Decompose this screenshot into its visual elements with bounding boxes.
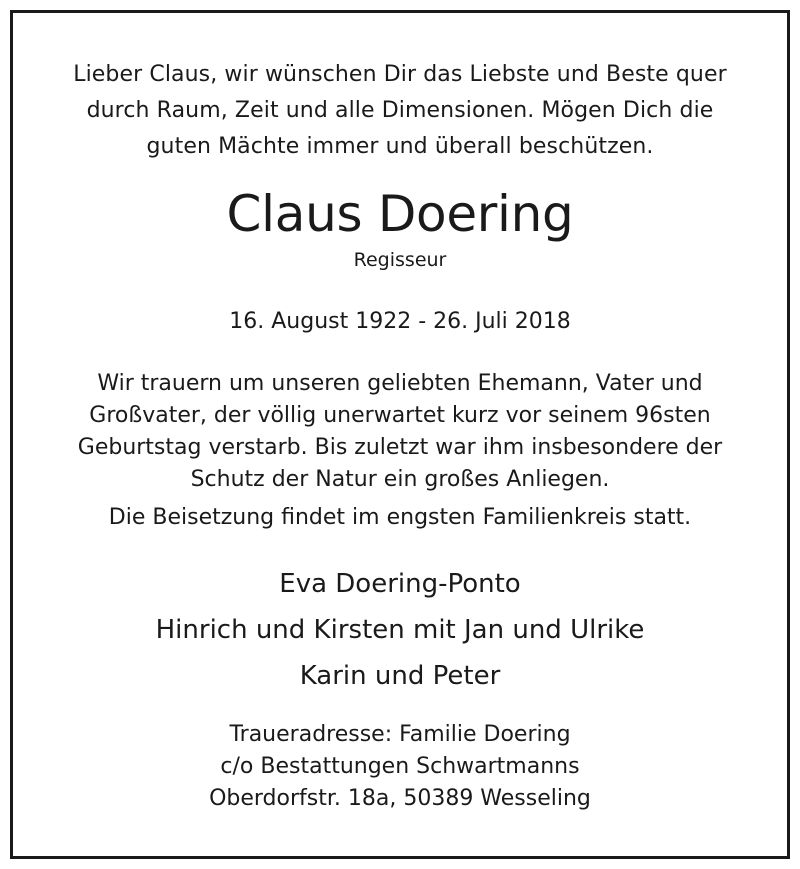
mourning-message — [0, 368, 800, 496]
dedication-line: guten Mächte immer und überall beschützen. — [146, 134, 654, 159]
message-line: Geburtstag verstarb. Bis zuletzt war ihm insbesondere der — [77, 435, 723, 460]
mourning-address — [0, 719, 800, 815]
deceased-profession: Regisseur — [353, 249, 447, 271]
life-dates: 16. August 1922 - 26. Juli 2018 — [229, 309, 571, 334]
funeral-note: Die Beisetzung findet im engsten Familienkreis statt. — [108, 505, 692, 530]
message-line: Wir trauern um unseren geliebten Ehemann, Vater und — [97, 371, 703, 396]
message-line: Großvater, der völlig unerwartet kurz vor seinem 96sten — [89, 403, 711, 428]
mourner-name: Eva Doering-Ponto — [279, 569, 521, 599]
mourners-list — [0, 561, 800, 699]
dedication-line: durch Raum, Zeit und alle Dimensionen. Mögen Dich die — [86, 98, 714, 123]
mourner-name: Karin und Peter — [299, 661, 501, 691]
deceased-name: Claus Doering — [226, 185, 574, 243]
address-line: Traueradresse: Familie Doering — [229, 722, 571, 747]
mourner-name: Hinrich und Kirsten mit Jan und Ulrike — [155, 615, 645, 645]
message-line: Schutz der Natur ein großes Anliegen. — [190, 467, 610, 492]
dedication-text — [0, 57, 800, 165]
dedication-line: Lieber Claus, wir wünschen Dir das Liebste und Beste quer — [73, 62, 727, 87]
address-line: c/o Bestattungen Schwartmanns — [220, 754, 580, 779]
address-line: Oberdorfstr. 18a, 50389 Wesseling — [209, 786, 591, 811]
